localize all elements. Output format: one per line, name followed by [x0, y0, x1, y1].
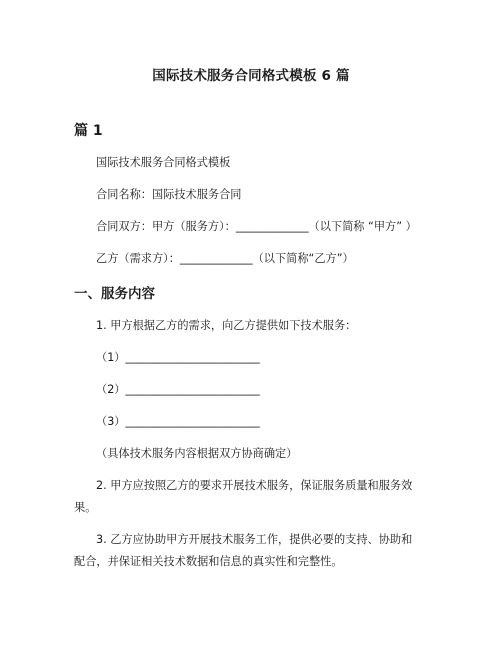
- document-title: 国际技术服务合同格式模板 6 篇: [152, 68, 350, 84]
- intro-line-template-name: 国际技术服务合同格式模板: [96, 156, 231, 169]
- intro-line-party-a: 合同双方：甲方（服务方）：_____________（以下简称 “甲方” ）: [96, 220, 417, 233]
- clause-3-line-1: 3. 乙方应协助甲方开展技术服务工作，提供必要的支持、协助和: [96, 533, 413, 546]
- clause-3-line-2: 配合，并保证相关技术数据和信息的真实性和完整性。: [74, 555, 343, 568]
- clause-2-line-2: 果。: [74, 501, 97, 514]
- section-heading-service-content: 一、服务内容: [74, 286, 155, 302]
- service-content-note: （具体技术服务内容根据双方协商确定）: [96, 447, 298, 460]
- intro-line-party-b: 乙方（需求方）：_____________（以下简称“乙方”）: [96, 252, 354, 265]
- blank-item-3: （3）________________________: [96, 415, 260, 428]
- clause-1: 1. 甲方根据乙方的需求，向乙方提供如下技术服务：: [96, 319, 357, 332]
- clause-2-line-1: 2. 甲方应按照乙方的要求开展技术服务，保证服务质量和服务效: [96, 479, 413, 492]
- intro-line-contract-name: 合同名称：国际技术服务合同: [96, 188, 242, 201]
- blank-item-2: （2）________________________: [96, 383, 260, 396]
- blank-item-1: （1）________________________: [96, 351, 260, 364]
- part-heading: 篇 1: [74, 123, 103, 139]
